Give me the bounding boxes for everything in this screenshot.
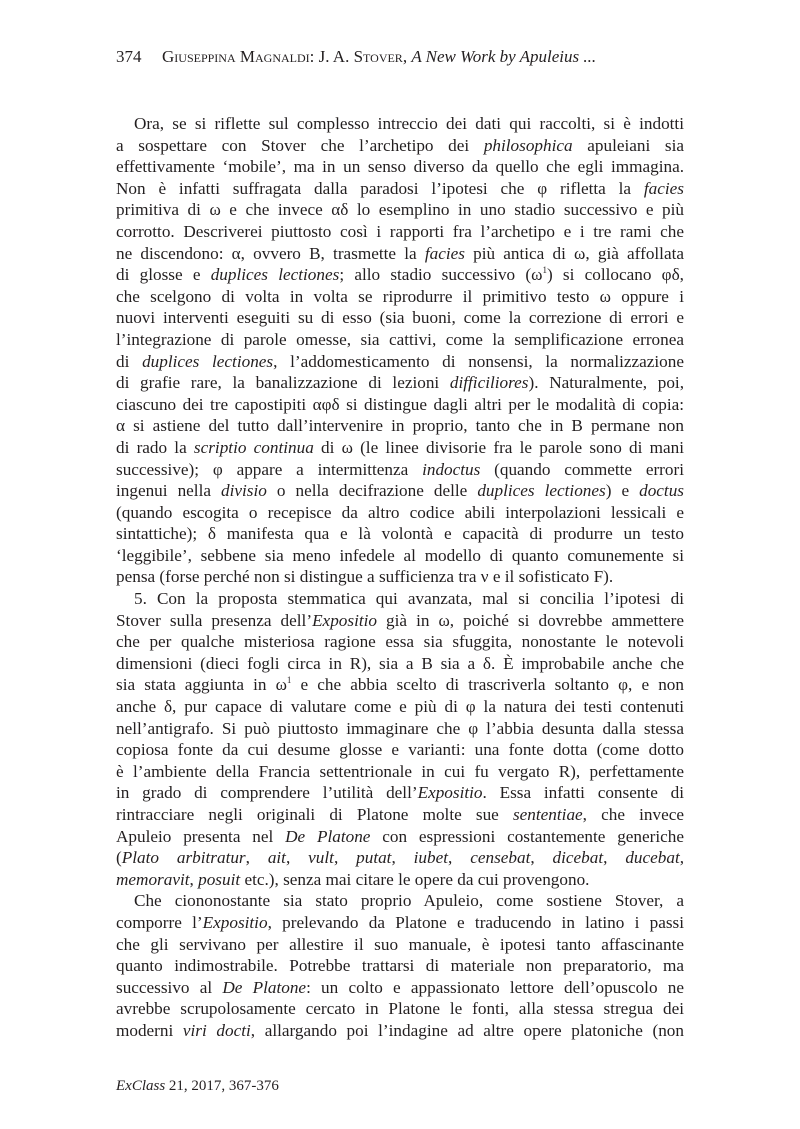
text-run: , (189, 869, 199, 889)
body-text (116, 113, 684, 1042)
italic-text: duplices lectiones (210, 265, 340, 285)
italic-text: De Platone (285, 826, 371, 846)
italic-text: difficiliores (449, 373, 529, 393)
text-line (116, 718, 684, 740)
text-run: è l’ambiente della Francia settentrionale in cui fu vergato R), perfettamente (116, 761, 684, 781)
italic-text: iubet (413, 848, 449, 868)
text-line (116, 890, 684, 912)
italic-text: dicebat (552, 848, 604, 868)
text-line (116, 998, 684, 1020)
text-line (116, 480, 684, 502)
text-run: ( (116, 848, 122, 868)
italic-text: divisio (221, 481, 267, 501)
text-run: che gli servivano per allestire il suo manuale, è ipotesi tanto affascinante (116, 934, 684, 954)
text-run: successive); φ appare a intermittenza (116, 459, 423, 479)
text-line (116, 523, 684, 545)
text-line (116, 113, 684, 135)
text-run: Che ciononostante sia stato proprio Apuleio, come sostiene Stover, a (134, 891, 684, 911)
paragraph (116, 588, 684, 890)
text-run: in grado di comprendere l’utilità dell’ (116, 783, 418, 803)
text-run: e che abbia scelto di trascriverla soltanto φ, e non (291, 675, 684, 695)
text-run: anche δ, pur capace di valutare come e più di φ la natura dei testi contenuti (116, 697, 684, 717)
text-run: di ω (le linee divisorie fra le parole sono di mani (313, 437, 684, 457)
footer-citation: 21, 2017, 367-376 (165, 1078, 279, 1094)
text-run: pensa (forse perché non si distingue a sufficienza tra ν e il sofisticato F). (116, 567, 614, 587)
italic-text: Expositio (417, 783, 483, 803)
text-run: comporre l’ (116, 912, 203, 932)
text-run: (quando escogita o recepisce da altro codice abili interpolazioni lessicali e (116, 502, 684, 522)
page-number: 374 (116, 47, 142, 66)
italic-text: vult (308, 848, 334, 868)
footer-journal: ExClass (116, 1078, 166, 1094)
text-run: ne discendono: α, ovvero B, trasmette la (116, 243, 425, 263)
text-line (116, 372, 684, 394)
text-run: copiosa fonte da cui desume glosse e varianti: una fonte dotta (come dotto (116, 740, 684, 760)
italic-text: memoravit (116, 869, 190, 889)
italic-text: viri docti (182, 1020, 251, 1040)
text-line (116, 696, 684, 718)
text-line (116, 286, 684, 308)
text-run: Ora, se si riflette sul complesso intreccio dei dati qui raccolti, si è indotti (134, 114, 684, 133)
text-line (116, 351, 684, 373)
text-line (116, 955, 684, 977)
text-line (116, 782, 684, 804)
italic-text: Expositio (202, 912, 268, 932)
text-run: (quando commette errori (480, 459, 684, 479)
text-run: che scelgono di volta in volta se riprodurre il primitivo testo ω oppure i (116, 286, 684, 306)
text-run: nuovi interventi eseguiti su di esso (sia buoni, come la correzione di errori e (116, 308, 684, 328)
text-run: effettivamente ‘mobile’, ma in un senso diverso da quello che egli immagina. (116, 157, 684, 177)
text-run: successivo al (116, 977, 223, 997)
text-run: , (285, 848, 309, 868)
text-line (116, 394, 684, 416)
text-run: : un colto e appassionato lettore dell’opuscolo ne (306, 977, 684, 997)
text-line (116, 199, 684, 221)
italic-text: sententiae (512, 805, 583, 824)
text-line (116, 329, 684, 351)
text-line (116, 912, 684, 934)
text-run: con espressioni costantemente generiche (370, 826, 684, 846)
text-line (116, 243, 684, 265)
italic-text: doctus (639, 481, 684, 501)
text-line (116, 307, 684, 329)
text-run: primitiva di ω e che invece αδ lo esemplino in uno stadio successivo e più (116, 200, 684, 220)
text-run: a sospettare con Stover che l’archetipo dei (116, 135, 484, 155)
text-line (116, 566, 684, 588)
text-run: nell’antigrafo. Si può piuttosto immaginare che φ l’abbia desunta dalla stessa (116, 718, 684, 738)
italic-text: indoctus (422, 459, 481, 479)
text-run: , (333, 848, 357, 868)
text-run: Apuleio presenta nel (116, 826, 286, 846)
text-line (116, 610, 684, 632)
superscript: 1 (286, 675, 292, 686)
italic-text: censebat (470, 848, 531, 868)
italic-text: scriptio continua (193, 437, 314, 457)
text-run: di glosse e (116, 265, 211, 285)
running-header (116, 47, 596, 67)
italic-text: duplices lectiones (142, 351, 274, 371)
text-line (116, 1020, 684, 1042)
text-line (116, 761, 684, 783)
text-line (116, 156, 684, 178)
text-line (116, 178, 684, 200)
text-run: più antica di ω, già affollata (464, 243, 684, 263)
text-run: che per qualche misteriosa ragione essa sia sfuggita, nonostante le notevoli (116, 632, 684, 652)
text-run: già in ω, poiché si dovrebbe ammettere (377, 610, 684, 630)
italic-text: facies (424, 243, 465, 263)
text-run: di grafie rare, la banalizzazione di lezioni (116, 373, 450, 393)
text-run: , (603, 848, 626, 868)
text-run: moderni (116, 1020, 183, 1040)
text-run: ingenui nella (116, 481, 222, 501)
header-book-title: A New Work by Apuleius ... (411, 47, 597, 66)
text-run: , prelevando da Platone e traducendo in latino i passi (267, 912, 684, 932)
text-run: etc.), senza mai citare le opere da cui provengono. (240, 869, 590, 889)
text-line (116, 869, 684, 891)
header-comma: , (402, 47, 412, 66)
text-line (116, 826, 684, 848)
text-run: ciascuno dei tre capostipiti αφδ si distingue dagli altri per le modalità di copia: (116, 394, 684, 414)
italic-text: Plato arbitratur (121, 848, 246, 868)
italic-text: De Platone (222, 977, 307, 997)
italic-text: Expositio (312, 610, 377, 630)
text-line (116, 674, 684, 696)
header-reviewed-author: J. A. Stover (318, 47, 403, 66)
italic-text: facies (643, 178, 684, 198)
text-run: . Essa infatti consente di (482, 783, 684, 803)
text-run: α si astiene del tutto dall’intervenire in proprio, tanto che in B permane non (116, 416, 684, 436)
text-line (116, 588, 684, 610)
text-run: ). Naturalmente, poi, (528, 373, 684, 393)
text-line (116, 934, 684, 956)
header-author: Giuseppina Magnaldi (162, 47, 310, 66)
text-line (116, 545, 684, 567)
header-separator: : (309, 47, 319, 66)
text-line (116, 135, 684, 157)
text-run: o nella decifrazione delle (266, 481, 478, 501)
text-run: Non è infatti suffragata dalla paradosi l’ipotesi che φ rifletta la (116, 178, 644, 198)
text-line (116, 415, 684, 437)
text-line (116, 221, 684, 243)
text-run: ; allo stadio successivo (ω (339, 265, 543, 285)
text-run: , l’addomesticamento di nonsensi, la normalizzazione (273, 351, 685, 371)
text-line (116, 653, 684, 675)
text-line (116, 459, 684, 481)
paragraph (116, 890, 684, 1041)
text-run: rintracciare negli originali di Platone molte sue (116, 805, 513, 824)
text-line (116, 264, 684, 286)
italic-text: duplices lectiones (477, 481, 606, 501)
italic-text: ducebat (625, 848, 680, 868)
text-run: sia stata aggiunta in ω (116, 675, 287, 695)
text-run: ) e (605, 481, 640, 501)
text-run: l’integrazione di parole omesse, sia cattivi, come la semplificazione erronea (116, 329, 684, 349)
text-line (116, 739, 684, 761)
text-run: dimensioni (dieci fogli circa in R), sia a B sia a δ. È improbabile anche che (116, 653, 684, 673)
text-run: avrebbe scrupolosamente cercato in Platone le fonti, alla stessa stregua dei (116, 999, 684, 1019)
text-run: , (391, 848, 414, 868)
text-run: , (530, 848, 553, 868)
text-run: , (448, 848, 471, 868)
text-line (116, 977, 684, 999)
text-run: sintattiche); δ manifesta qua e là volontà e capacità di produrre un testo (116, 524, 684, 544)
text-line (116, 847, 684, 869)
italic-text: posuit (198, 869, 241, 889)
text-run: , allargando poi l’indagine ad altre opere platoniche (non (250, 1020, 684, 1040)
text-run: , (245, 848, 268, 868)
text-run: di (116, 351, 143, 371)
text-run: corrotto. Descriverei piuttosto così i rapporti fra l’archetipo e i tre rami che (116, 221, 684, 241)
superscript: 1 (542, 265, 547, 276)
text-run: , (679, 848, 685, 868)
text-line (116, 437, 684, 459)
text-run: ‘leggibile’, sebbene sia meno infedele al modello di quanto comunemente si (116, 545, 684, 565)
italic-text: putat (356, 848, 392, 868)
text-run: Stover sulla presenza dell’ (116, 610, 313, 630)
text-line (116, 804, 684, 826)
text-run: ) si collocano φδ, (546, 265, 684, 285)
text-run: apuleiani sia (572, 135, 684, 155)
paragraph (116, 113, 684, 588)
text-run: 5. Con la proposta stemmatica qui avanzata, mal si concilia l’ipotesi di (134, 589, 684, 609)
italic-text: ait (267, 848, 286, 868)
text-line (116, 631, 684, 653)
running-footer (116, 1078, 279, 1095)
text-run: di rado la (116, 437, 194, 457)
text-run: quanto indimostrabile. Potrebbe trattarsi di materiale non preparatorio, ma (116, 956, 684, 976)
text-run: , che invece (582, 805, 685, 824)
text-line (116, 502, 684, 524)
italic-text: philosophica (483, 135, 573, 155)
